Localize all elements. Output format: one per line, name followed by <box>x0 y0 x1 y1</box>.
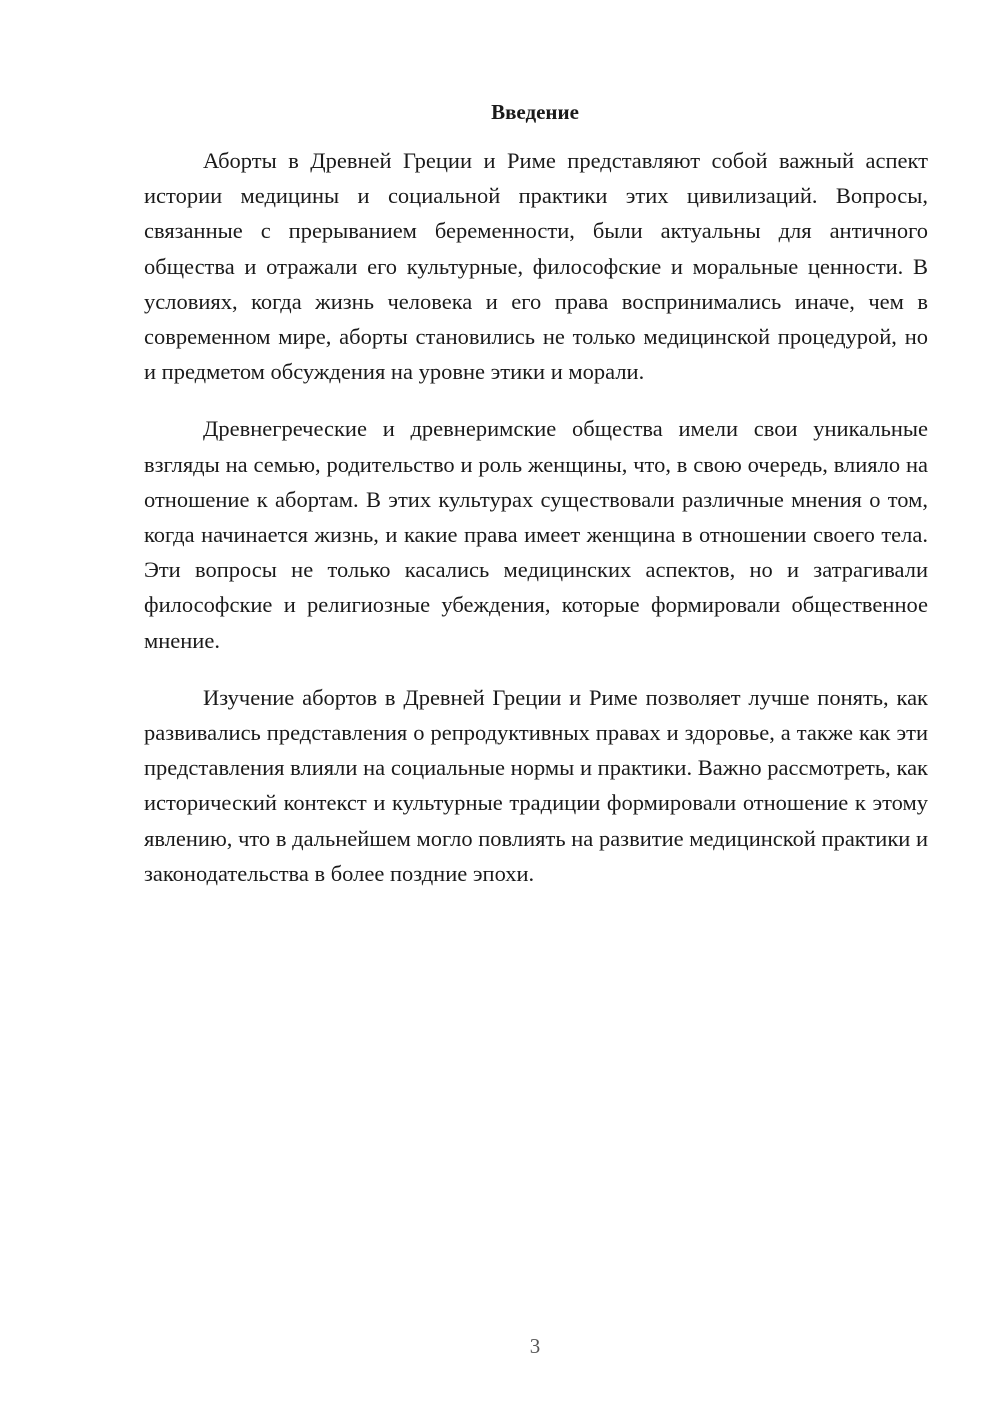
paragraph-2: Древнегреческие и древнеримские общества имели свои уникальные взгляды на семью, родительство и роль женщины, что, в свою очередь, влияло на отношение к абортам. В этих культурах существовали различные мнения о том, когда начинается жизнь, и какие права имеет женщина в отношении своего тела. Эти вопросы не только касались медицинских аспектов, но и затрагивали философские и религиозные убеждения, которые формировали общественное мнение. <box>144 416 928 653</box>
paragraph-3: Изучение абортов в Древней Греции и Риме позволяет лучше понять, как развивались представления о репродуктивных правах и здоровье, а также как эти представления влияли на социальные нормы и практики. Важно рассмотреть, как исторический контекст и культурные традиции формировали отношение к этому явлению, что в дальнейшем могло повлиять на развитие медицинской практики и законодательства в более поздние эпохи. <box>144 684 928 886</box>
paragraph-1: Аборты в Древней Греции и Риме представляют собой важный аспект истории медицины и социальной практики этих цивилизаций. Вопросы, связанные с прерыванием беременности, были актуальны для античного общества и отражали его культурные, философские и моральные ценности. В условиях, когда жизнь человека и его права воспринимались иначе, чем в современном мире, аборты становились не только медицинской процедурой, но и предметом обсуждения на уровне этики и морали. <box>144 148 928 385</box>
section-heading: Введение <box>491 100 579 124</box>
page-number: 3 <box>529 1334 541 1358</box>
body-text <box>144 143 928 913</box>
